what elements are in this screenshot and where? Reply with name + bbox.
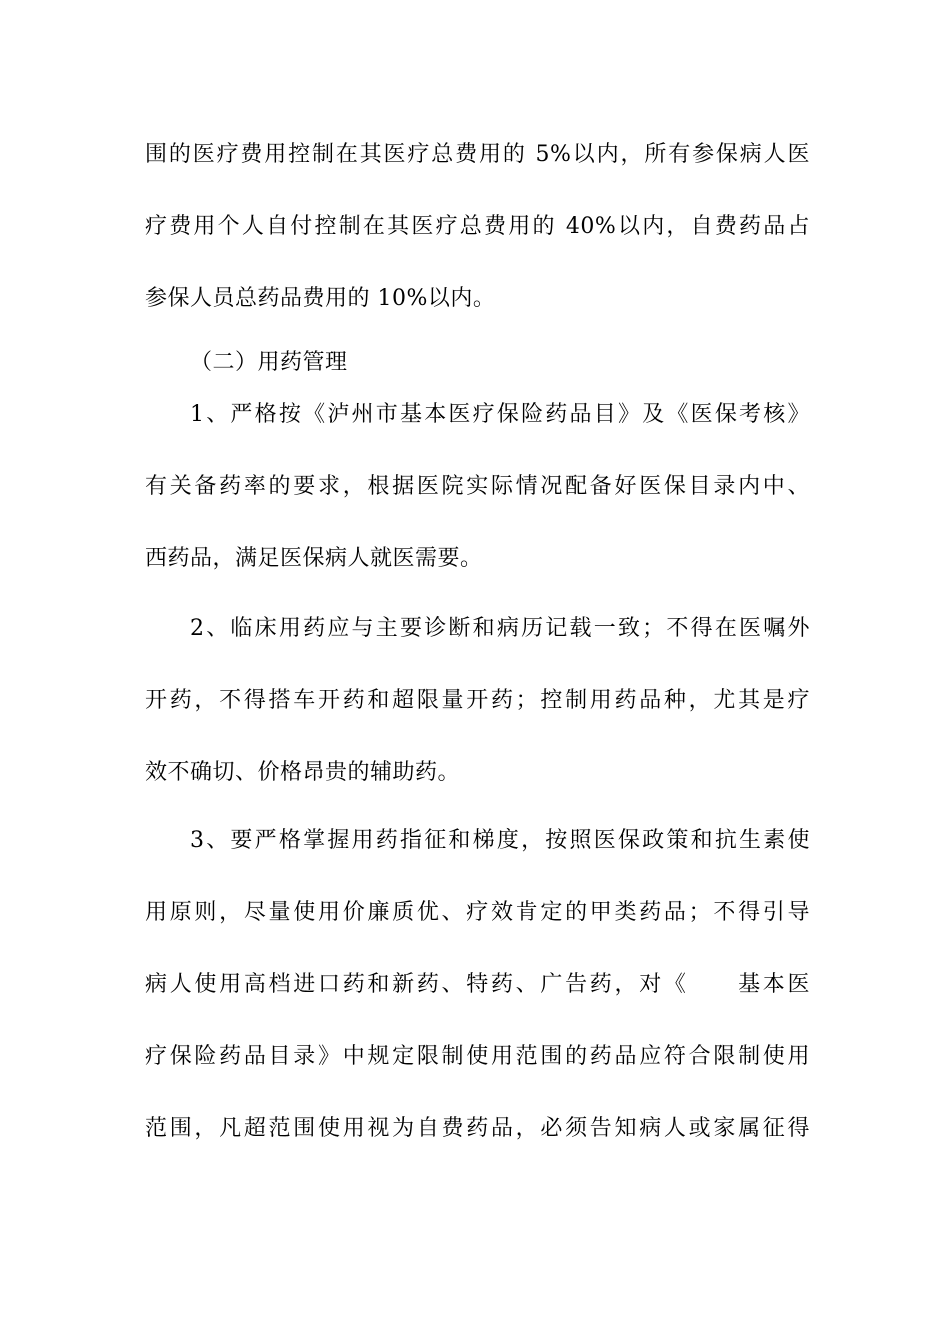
paragraph-line: 1、严格按《泸州市基本医疗保险药品目》及《医保考核》 xyxy=(190,402,810,427)
paragraph-line: 3、要严格掌握用药指征和梯度，按照医保政策和抗生素使 xyxy=(190,828,810,853)
paragraph-line: 范围，凡超范围使用视为自费药品，必须告知病人或家属征得 xyxy=(145,1116,810,1141)
paragraph-line: 2、临床用药应与主要诊断和病历记载一致；不得在医嘱外 xyxy=(190,616,810,641)
paragraph-line: 西药品，满足医保病人就医需要。 xyxy=(145,546,483,571)
section-heading: （二）用药管理 xyxy=(190,350,348,375)
paragraph-line: 参保人员总药品费用的 10%以内。 xyxy=(145,286,496,311)
paragraph-line: 效不确切、价格昂贵的辅助药。 xyxy=(145,760,461,785)
paragraph-line: 围的医疗费用控制在其医疗总费用的 5%以内，所有参保病人医 xyxy=(145,142,810,167)
paragraph-line: 疗费用个人自付控制在其医疗总费用的 40%以内，自费药品占 xyxy=(145,214,810,239)
paragraph-line: 有关备药率的要求，根据医院实际情况配备好医保目录内中、 xyxy=(145,474,810,499)
paragraph-line: 用原则，尽量使用价廉质优、疗效肯定的甲类药品；不得引导 xyxy=(145,900,810,925)
paragraph-line: 疗保险药品目录》中规定限制使用范围的药品应符合限制使用 xyxy=(145,1044,810,1069)
paragraph-line: 病人使用高档进口药和新药、特药、广告药，对《 基本医 xyxy=(145,972,810,997)
paragraph-line: 开药，不得搭车开药和超限量开药；控制用药品种，尤其是疗 xyxy=(145,688,810,713)
